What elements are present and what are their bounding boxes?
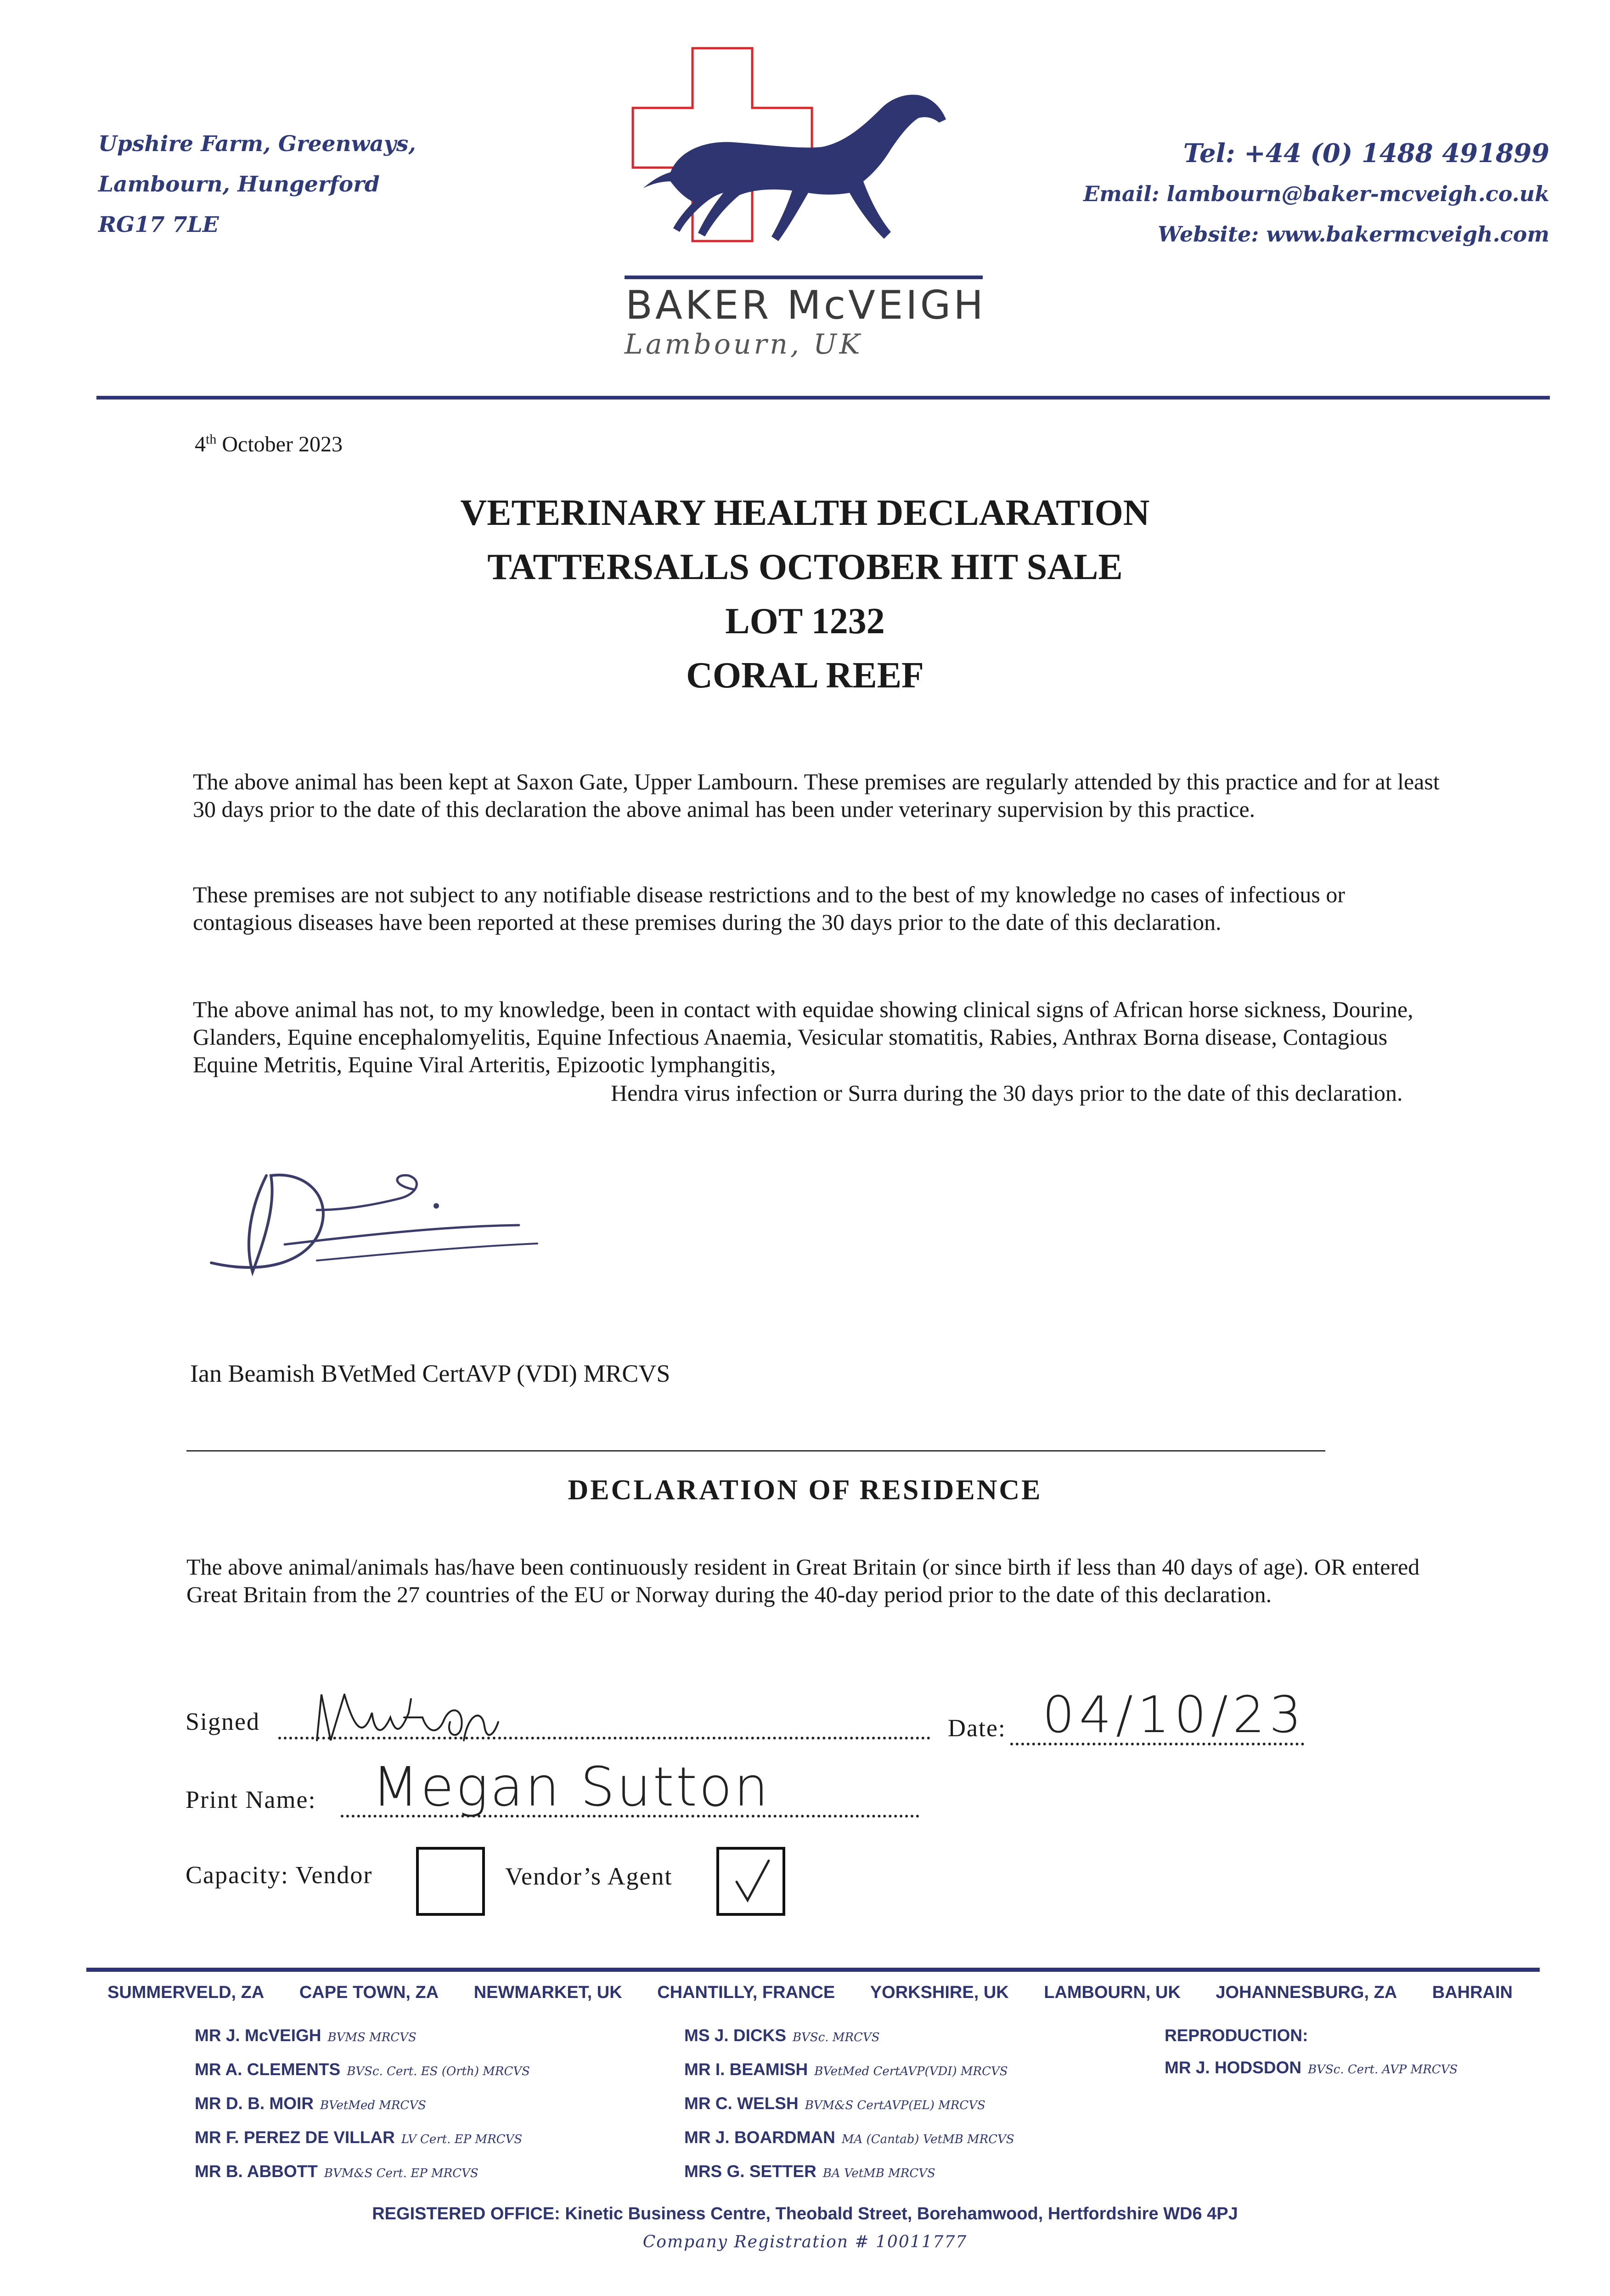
registered-office: REGISTERED OFFICE: Kinetic Business Centre, Theobald Street, Borehamwood, Hertfordshire WD6 4PJ (372, 2204, 1238, 2223)
staff-entry (195, 2088, 530, 2122)
office-item: NEWMARKET, UK (473, 1983, 622, 2002)
staff-name: MR F. PEREZ DE VILLAR (195, 2128, 395, 2147)
vet-signature (197, 1120, 579, 1295)
vendor-checkbox[interactable] (416, 1847, 485, 1916)
print-name-label: Print Name: (186, 1786, 316, 1813)
office-item: BAHRAIN (1432, 1983, 1513, 2002)
staff-entry (684, 2088, 1014, 2122)
email: Email: lambourn@baker-mcveigh.co.uk (1083, 181, 1549, 206)
lot-number: LOT 1232 (725, 601, 885, 642)
address-line: RG17 7LE (98, 212, 219, 237)
staff-entry (195, 2020, 530, 2054)
office-item: CHANTILLY, FRANCE (657, 1983, 835, 2002)
vet-name: Ian Beamish BVetMed CertAVP (VDI) MRCVS (190, 1360, 670, 1387)
staff-name: MR A. CLEMENTS (195, 2060, 341, 2079)
document-date (195, 432, 343, 457)
office-item: LAMBOURN, UK (1044, 1983, 1181, 2002)
staff-entry (684, 2020, 1014, 2054)
staff-name: MRS G. SETTER (684, 2162, 816, 2181)
office-list (107, 1983, 1513, 2003)
address-line: Upshire Farm, Greenways, (98, 131, 416, 157)
section-divider (186, 1450, 1325, 1452)
staff-entry (195, 2122, 530, 2155)
staff-qualifications: BVM&S CertAVP(EL) MRCVS (805, 2099, 985, 2112)
company-registration: Company Registration # 10011777 (642, 2233, 968, 2251)
capacity-label: Capacity: Vendor (186, 1861, 373, 1889)
staff-name: MR B. ABBOTT (195, 2162, 318, 2181)
declaration-title: VETERINARY HEALTH DECLARATION (460, 493, 1150, 533)
brand-location: Lambourn, UK (625, 328, 863, 360)
sale-title: TATTERSALLS OCTOBER HIT SALE (487, 547, 1123, 587)
staff-qualifications: BVMS MRCVS (327, 2031, 417, 2044)
date-suffix: th (206, 432, 217, 447)
staff-qualifications: BVetMed MRCVS (320, 2099, 426, 2112)
staff-name: MR I. BEAMISH (684, 2060, 808, 2079)
residence-title: DECLARATION OF RESIDENCE (568, 1474, 1042, 1506)
paragraph-contact-tail: Hendra virus infection or Surra during the 30 days prior to the date of this declaration. (611, 1080, 1403, 1106)
header-divider (96, 396, 1550, 400)
checkmark-icon (719, 1850, 782, 1913)
agent-label: Vendor’s Agent (505, 1863, 673, 1890)
staff-name: MR J. McVEIGH (195, 2026, 321, 2045)
vendor-signature (312, 1685, 551, 1754)
paragraph-premises: The above animal has been kept at Saxon Gate, Upper Lambourn. These premises are regularly attended by this practice and for at least 30 days prior to the date of this declaration the above animal has been under veterinary supervision by this practice. (193, 769, 1440, 822)
contact-info (998, 133, 1549, 254)
office-item: JOHANNESBURG, ZA (1216, 1983, 1397, 2002)
office-item: CAPE TOWN, ZA (299, 1983, 439, 2002)
staff-entry (195, 2054, 530, 2088)
office-item: SUMMERVELD, ZA (107, 1983, 265, 2002)
horse-name: CORAL REEF (686, 655, 924, 696)
staff-column-2 (684, 2020, 1014, 2189)
staff-qualifications: MA (Cantab) VetMB MRCVS (841, 2133, 1014, 2146)
practice-address (98, 124, 512, 245)
print-name-value: Megan Sutton (372, 1755, 771, 1818)
staff-column-1 (195, 2020, 530, 2189)
paragraph-disease: These premises are not subject to any notifiable disease restrictions and to the best of my knowledge no cases of infectious or contagious diseases have been reported at these premises during the 30 days prior to the date of this declaration. (193, 882, 1345, 935)
date-day: 4 (195, 432, 206, 456)
staff-name: MS J. DICKS (684, 2026, 787, 2045)
website: Website: www.bakermcveigh.com (1158, 222, 1549, 247)
staff-entry (684, 2122, 1014, 2155)
staff-entry (195, 2155, 530, 2189)
agent-checkbox[interactable] (716, 1847, 785, 1916)
footer-divider (86, 1968, 1540, 1972)
staff-entry (684, 2155, 1014, 2189)
staff-name: MR J. HODSDON (1165, 2058, 1302, 2077)
residence-text: The above animal/animals has/have been continuously resident in Great Britain (or since birth if less than 40 days of age). OR entered Great Britain from the 27 countries of the EU or Norway during the 40-day period prior to the date of this declaration. (186, 1554, 1420, 1607)
date-label: Date: (948, 1714, 1006, 1742)
staff-qualifications: BVSc. MRCVS (793, 2031, 880, 2044)
brand-name: BAKER McVEIGH (625, 282, 986, 328)
staff-qualifications: BVSc. Cert. AVP MRCVS (1308, 2063, 1458, 2077)
office-item: YORKSHIRE, UK (870, 1983, 1009, 2002)
staff-entry (1165, 2052, 1458, 2086)
staff-qualifications: BVSc. Cert. ES (Orth) MRCVS (347, 2065, 530, 2078)
paragraph-contact: The above animal has not, to my knowledge, been in contact with equidae showing clinical signs of African horse sickness, Dourine, Glanders, Equine encephalomyelitis, Equine Infectious Anaemia, Vesicular stomatitis, Rabies, Anthrax Borna disease, Contagious Equine Metritis, Equine Viral Arteritis, Epizootic lymphangitis, (193, 996, 1413, 1077)
signed-label: Signed (186, 1708, 260, 1735)
staff-name: MR D. B. MOIR (195, 2094, 314, 2113)
address-line: Lambourn, Hungerford (98, 172, 380, 197)
staff-qualifications: BVM&S Cert. EP MRCVS (324, 2167, 478, 2180)
staff-name: MR J. BOARDMAN (684, 2128, 835, 2147)
staff-entry (684, 2054, 1014, 2088)
staff-name: MR C. WELSH (684, 2094, 799, 2113)
telephone: Tel: +44 (0) 1488 491899 (1183, 138, 1549, 169)
date-month-year: October 2023 (216, 432, 343, 456)
reproduction-label: REPRODUCTION: (1165, 2026, 1308, 2045)
date-value: 04/10/23 (1042, 1685, 1306, 1744)
staff-column-3 (1165, 2020, 1458, 2086)
staff-qualifications: BVetMed CertAVP(VDI) MRCVS (814, 2065, 1008, 2078)
staff-qualifications: BA VetMB MRCVS (822, 2167, 935, 2180)
staff-qualifications: LV Cert. EP MRCVS (401, 2133, 523, 2146)
